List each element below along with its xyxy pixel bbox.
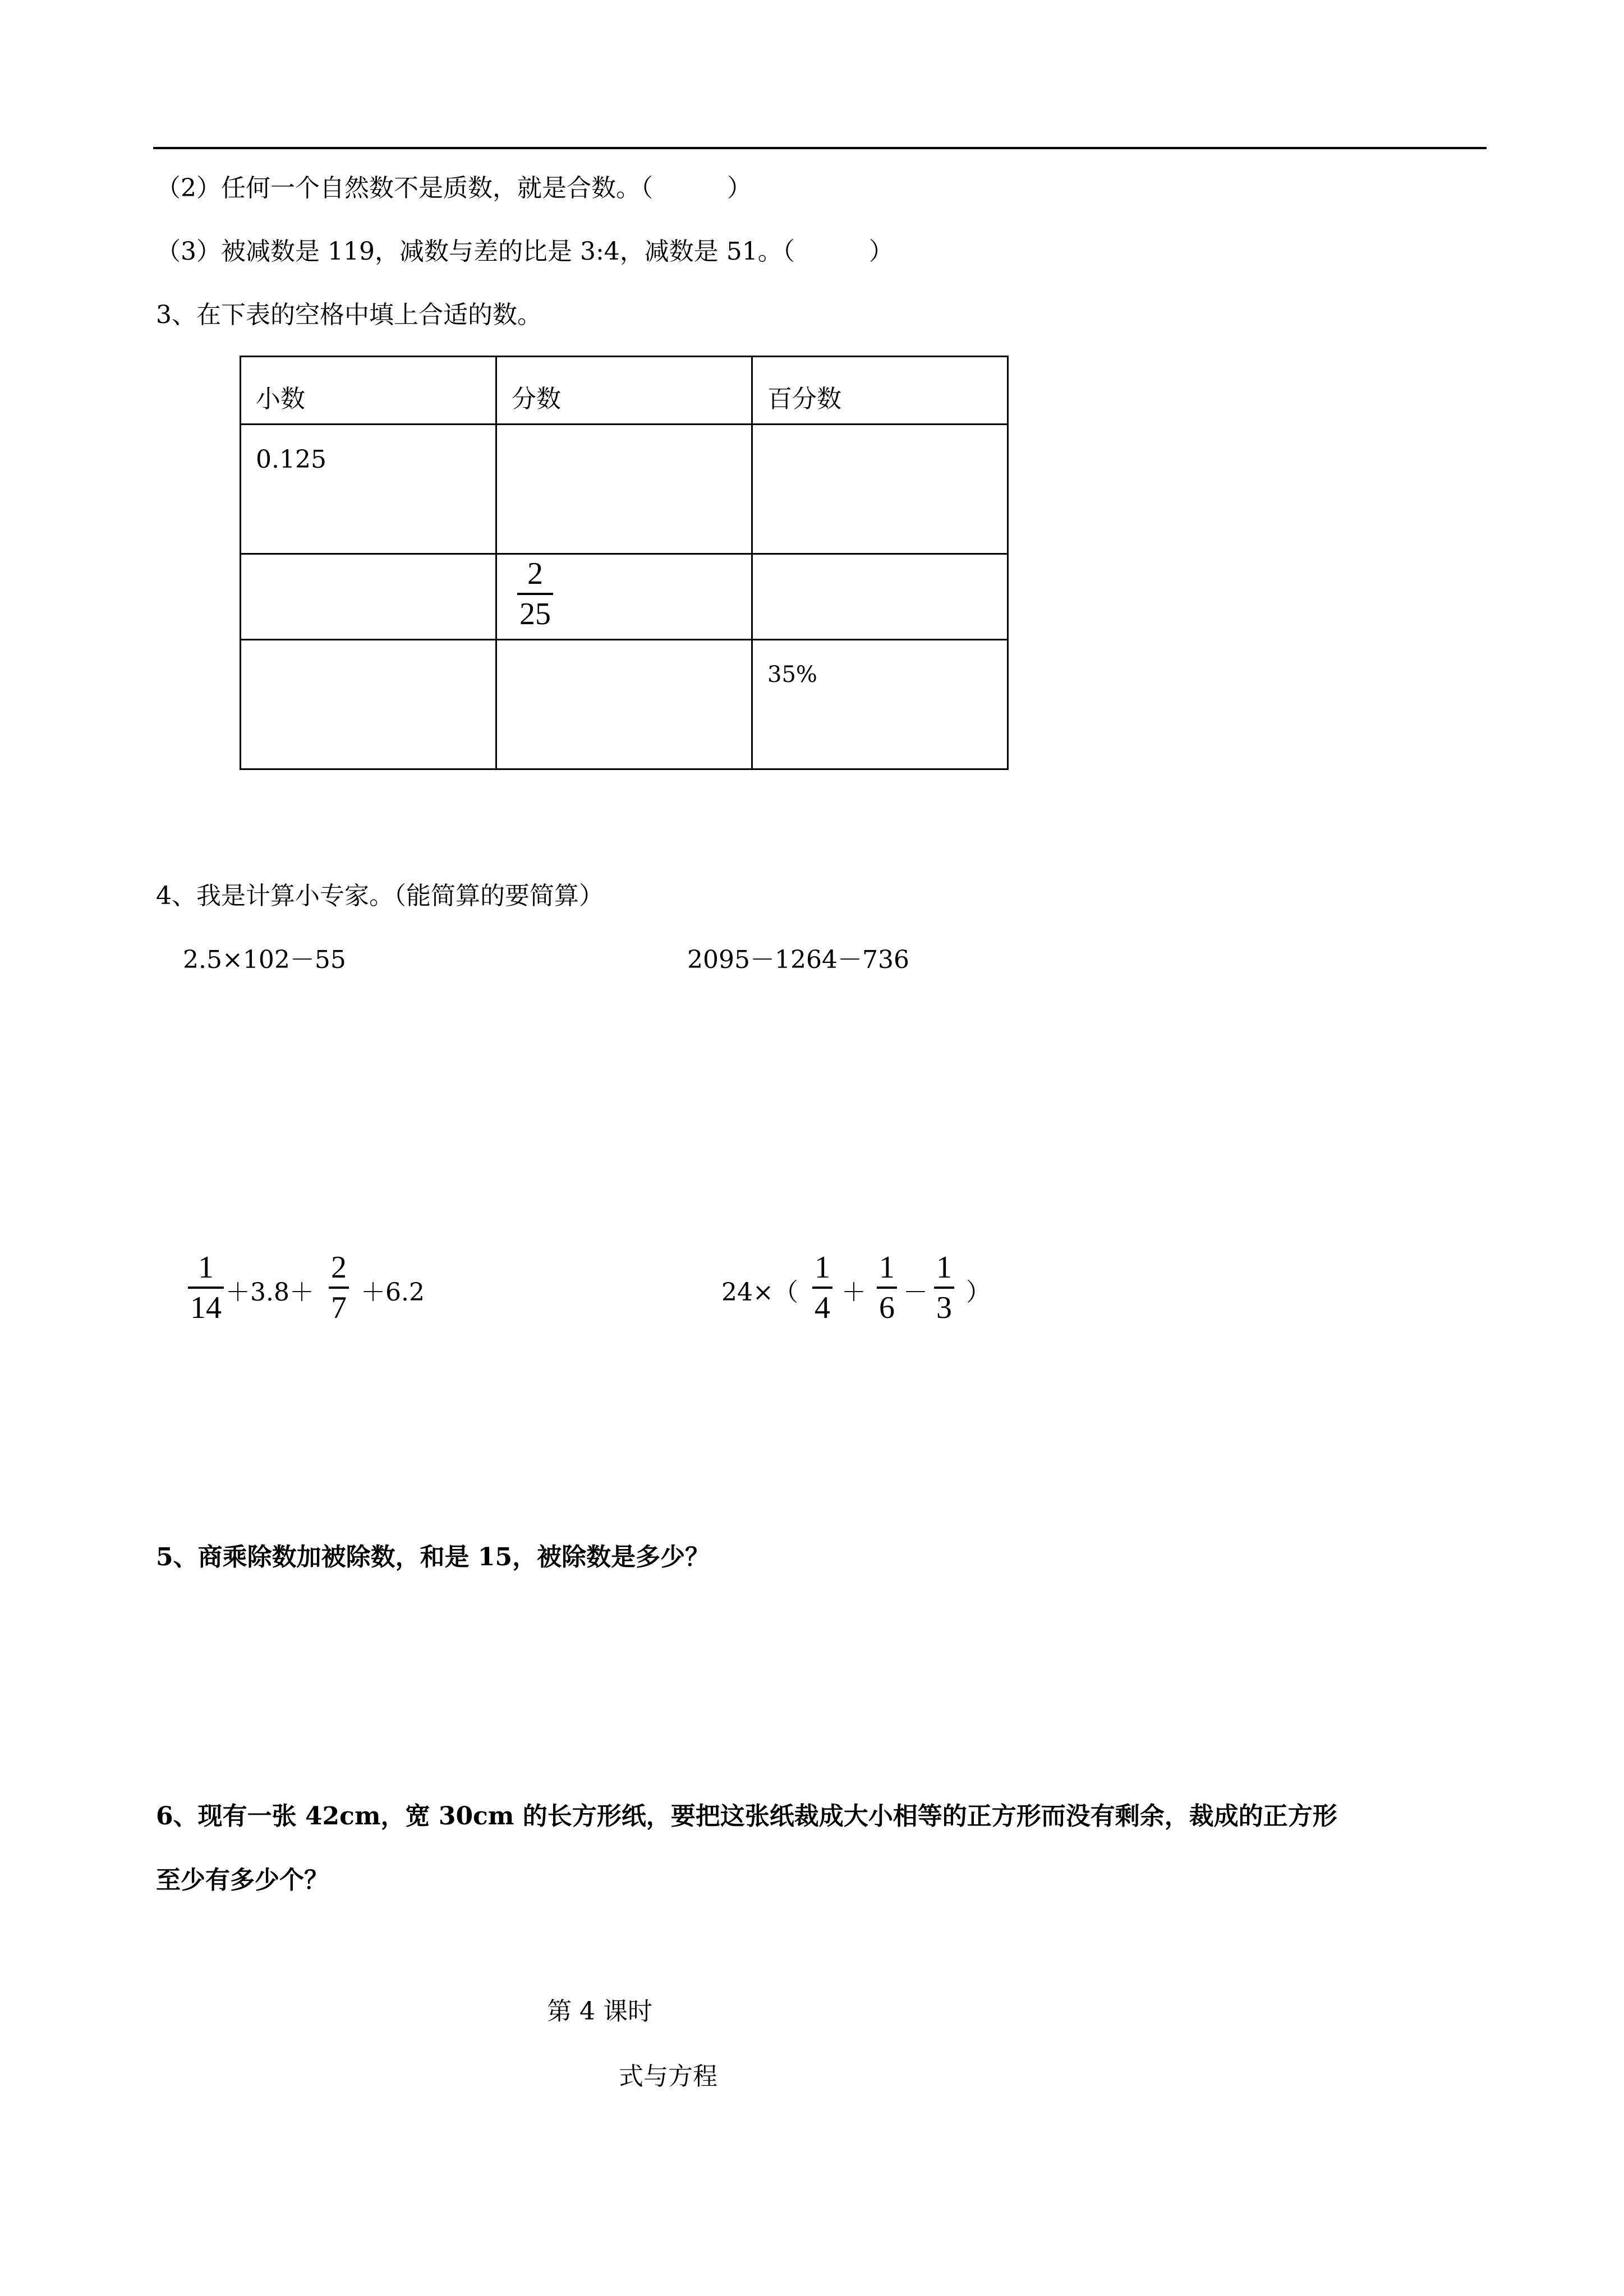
- percent-value: 35%: [767, 662, 817, 688]
- expr4-lead: 24×（: [721, 1278, 798, 1307]
- question-2-2: （2）任何一个自然数不是质数，就是合数。（ ）: [156, 174, 752, 202]
- expr4-op-2: －: [903, 1278, 928, 1307]
- lesson-topic: 式与方程: [619, 2062, 717, 2091]
- question-4-title: 4、我是计算小专家。（能简算的要简算）: [156, 882, 604, 910]
- question-6-line-2: 至少有多少个？: [156, 1866, 329, 1894]
- cell-percent-blank: [752, 425, 1008, 554]
- expr4-fraction-3: 1 3: [934, 1252, 954, 1324]
- header-decimal: 小数: [241, 357, 496, 425]
- cell-percent-blank: [752, 554, 1008, 640]
- expr3-fraction-1: 1 14: [188, 1252, 224, 1324]
- fraction-value: 2 25: [517, 558, 553, 630]
- cell-fraction: [496, 554, 752, 640]
- table-row: [241, 640, 1008, 769]
- decimal-value: 0.125: [256, 445, 326, 474]
- expr4-op-1: ＋: [841, 1278, 866, 1307]
- question-5: 5、商乘除数加被除数，和是 15，被除数是多少？: [156, 1543, 710, 1571]
- expr4-fraction-2: 1 6: [877, 1252, 897, 1324]
- expression-1: 2.5×102－55: [183, 946, 346, 974]
- header-fraction: 分数: [496, 357, 752, 425]
- expr3-middle: ＋3.8＋: [226, 1278, 314, 1307]
- lesson-label: 第 4 课时: [547, 1997, 652, 2026]
- header-percent: 百分数: [752, 357, 1008, 425]
- table-header-row: [241, 357, 1008, 425]
- expr3-fraction-2: 2 7: [329, 1252, 349, 1324]
- header-rule: [153, 147, 1487, 149]
- expression-2: 2095－1264－736: [687, 946, 909, 974]
- cell-decimal: [241, 425, 496, 554]
- expr4-fraction-1: 1 4: [812, 1252, 832, 1324]
- expr4-close: ）: [966, 1278, 991, 1307]
- question-6-line-1: 6、现有一张 42cm，宽 30cm 的长方形纸，要把这张纸裁成大小相等的正方形而没有剩余，裁成的正方形: [156, 1802, 1337, 1831]
- cell-fraction-blank: [496, 425, 752, 554]
- cell-decimal-blank: [241, 554, 496, 640]
- cell-decimal-blank: [241, 640, 496, 769]
- question-2-3: （3）被减数是 119，减数与差的比是 3:4，减数是 51。（ ）: [156, 237, 894, 266]
- expr3-tail: ＋6.2: [361, 1278, 425, 1307]
- cell-fraction-blank: [496, 640, 752, 769]
- question-3-title: 3、在下表的空格中填上合适的数。: [156, 301, 542, 329]
- table-row: [241, 554, 1008, 640]
- cell-percent: [752, 640, 1008, 769]
- conversion-table: [240, 356, 1009, 770]
- table-row: [241, 425, 1008, 554]
